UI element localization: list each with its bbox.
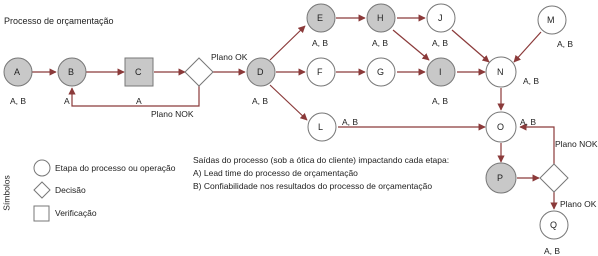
edge-d-l [270, 85, 307, 120]
edge-j-n [452, 30, 489, 62]
node-a-tag: A, B [10, 96, 27, 106]
node-p-label: P [497, 173, 504, 183]
decision-2 [540, 164, 568, 192]
edge-d-e [270, 26, 305, 60]
node-l-label: L [318, 122, 324, 132]
edge-label-plano-ok-2: Plano OK [560, 199, 597, 209]
node-m-tag: A, B [557, 39, 574, 49]
outputs-heading: Saídas do processo (sob a ótica do cliente) impactando cada etapa: [193, 155, 450, 165]
node-g-label: G [377, 67, 385, 77]
edge-label-plano-nok-2: Plano NOK [555, 139, 598, 149]
node-b-tag: A [64, 96, 70, 106]
node-i-tag: A, B [432, 96, 449, 106]
legend-heading: Símbolos [1, 175, 12, 211]
legend-square-icon [34, 206, 49, 221]
diagram-title: Processo de orçamentação [4, 16, 114, 26]
node-n-label: N [497, 67, 504, 77]
node-b-label: B [68, 67, 75, 77]
edge-label-o-tag: A, B [520, 117, 537, 127]
legend-label-decision: Decisão [55, 185, 86, 195]
decision-1 [185, 58, 213, 86]
legend-diamond-icon [34, 182, 50, 198]
node-m-label: M [547, 15, 555, 25]
node-q-tag: A, B [544, 246, 561, 256]
node-a-label: A [14, 67, 21, 77]
legend-circle-icon [34, 160, 50, 176]
outputs-item-a: A) Lead time do processo de orçamentação [193, 168, 358, 178]
node-c-label: C [135, 67, 142, 77]
legend-label-process: Etapa do processo ou operação [55, 163, 176, 173]
legend-label-verification: Verificação [55, 208, 97, 218]
node-j-tag: A, B [432, 38, 449, 48]
node-e-tag: A, B [312, 38, 329, 48]
node-j-label: J [438, 13, 443, 23]
node-d-tag: A, B [252, 96, 269, 106]
edge-label-l-to-o: A, B [342, 117, 359, 127]
node-o-label: O [497, 122, 505, 132]
node-q-label: Q [550, 220, 558, 230]
edge-label-nok-loop-tag: A [136, 96, 142, 106]
edge-label-plano-nok-1: Plano NOK [151, 109, 194, 119]
node-f-label: F [317, 67, 323, 77]
node-h-tag: A, B [372, 38, 389, 48]
node-i-label: I [439, 67, 442, 77]
edge-dec2-o-nok [520, 127, 554, 164]
edge-label-plano-ok-1: Plano OK [211, 52, 248, 62]
node-d-label: D [257, 67, 264, 77]
node-e-label: E [317, 13, 324, 23]
edge-h-i [393, 30, 429, 60]
edge-m-n [514, 32, 541, 62]
node-n-tag: A, B [523, 76, 540, 86]
node-h-label: H [377, 13, 384, 23]
outputs-item-b: B) Confiabilidade nos resultados do processo de orçamentação [193, 181, 433, 191]
